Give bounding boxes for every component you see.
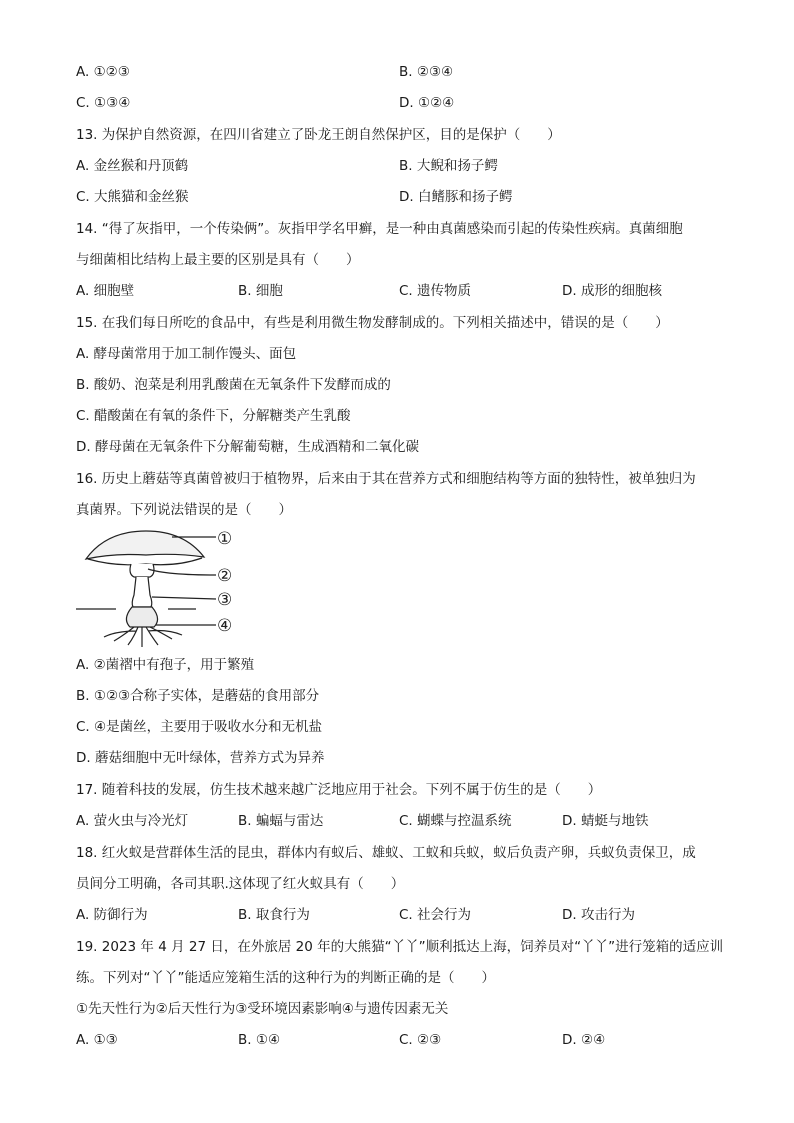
mushroom-base	[126, 607, 157, 627]
q12-option-a: A. ①②③	[76, 64, 130, 80]
figure-label-1: ①	[217, 529, 233, 549]
q12-option-b: B. ②③④	[399, 64, 454, 80]
q17-option-b: B. 蝙蝠与雷达	[238, 813, 324, 829]
q13-option-c: C. 大熊猫和金丝猴	[76, 189, 189, 205]
leader-line-3	[152, 597, 216, 599]
q19-stem-line2: 练。下列对“丫丫”能适应笼箱生活的这种行为的判断正确的是（ ）	[76, 970, 495, 986]
q13-option-d: D. 白鳍豚和扬子鳄	[399, 189, 513, 205]
q15-option-c: C. 醋酸菌在有氧的条件下，分解糖类产生乳酸	[76, 408, 351, 424]
q16-stem-line2: 真菌界。下列说法错误的是（ ）	[76, 502, 292, 518]
q18-option-c: C. 社会行为	[399, 907, 472, 923]
q19-stem-line3: ①先天性行为②后天性行为③受环境因素影响④与遗传因素无关	[76, 1001, 449, 1017]
q17-option-c: C. 蝴蝶与控温系统	[399, 813, 512, 829]
mushroom-ring	[130, 564, 154, 577]
q14-option-a: A. 细胞壁	[76, 283, 135, 299]
q15-option-d: D. 酵母菌在无氧条件下分解葡萄糖，生成酒精和二氧化碳	[76, 439, 419, 455]
leader-line-2	[148, 569, 216, 575]
q18-option-a: A. 防御行为	[76, 907, 148, 923]
q16-option-c: C. ④是菌丝，主要用于吸收水分和无机盐	[76, 719, 323, 735]
mushroom-cap	[86, 531, 204, 559]
q19-stem-line1: 19. 2023 年 4 月 27 日，在外旅居 20 年的大熊猫“丫丫”顺利抵达上海，饲养员对“丫丫”进行笼箱的适应训	[76, 939, 724, 955]
q13-option-b: B. 大鲵和扬子鳄	[399, 158, 498, 174]
q17-option-d: D. 蜻蜓与地铁	[562, 813, 649, 829]
q16-option-a: A. ②菌褶中有孢子，用于繁殖	[76, 657, 255, 673]
mushroom-gills	[88, 558, 202, 565]
q18-stem-line1: 18. 红火蚁是营群体生活的昆虫，群体内有蚁后、雄蚁、工蚁和兵蚁，蚁后负责产卵，兵蚁负责保卫，成	[76, 845, 696, 861]
q19-option-d: D. ②④	[562, 1032, 606, 1048]
mushroom-hyphae	[104, 627, 182, 647]
q19-option-b: B. ①④	[238, 1032, 281, 1048]
q12-option-d: D. ①②④	[399, 95, 455, 111]
q18-option-d: D. 攻击行为	[562, 907, 635, 923]
q13-stem: 13. 为保护自然资源，在四川省建立了卧龙王朗自然保护区，目的是保护（ ）	[76, 127, 561, 143]
q17-option-a: A. 萤火虫与冷光灯	[76, 813, 189, 829]
q16-option-d: D. 蘑菇细胞中无叶绿体，营养方式为异养	[76, 750, 325, 766]
figure-label-2: ②	[217, 566, 233, 586]
q13-option-a: A. 金丝猴和丹顶鹤	[76, 158, 189, 174]
q15-option-b: B. 酸奶、泡菜是利用乳酸菌在无氧条件下发酵而成的	[76, 377, 391, 393]
mushroom-diagram	[76, 527, 256, 649]
figure-label-4: ④	[217, 616, 233, 636]
q14-stem-line1: 14. “得了灰指甲，一个传染俩”。灰指甲学名甲癣，是一种由真菌感染而引起的传染性疾病。真菌细胞	[76, 221, 683, 237]
mushroom-stalk	[132, 577, 152, 607]
q15-stem: 15. 在我们每日所吃的食品中，有些是利用微生物发酵制成的。下列相关描述中，错误的是（ ）	[76, 315, 669, 331]
q18-option-b: B. 取食行为	[238, 907, 310, 923]
q15-option-a: A. 酵母菌常用于加工制作馒头、面包	[76, 346, 297, 362]
q16-stem-line1: 16. 历史上蘑菇等真菌曾被归于植物界，后来由于其在营养方式和细胞结构等方面的独特性，被单独归为	[76, 471, 696, 487]
q18-stem-line2: 员间分工明确，各司其职.这体现了红火蚁具有（ ）	[76, 876, 405, 892]
figure-label-3: ③	[217, 590, 233, 610]
q12-option-c: C. ①③④	[76, 95, 131, 111]
q14-stem-line2: 与细菌相比结构上最主要的区别是具有（ ）	[76, 252, 360, 268]
q14-option-d: D. 成形的细胞核	[562, 283, 662, 299]
q19-option-c: C. ②③	[399, 1032, 442, 1048]
q14-option-c: C. 遗传物质	[399, 283, 472, 299]
q17-stem: 17. 随着科技的发展，仿生技术越来越广泛地应用于社会。下列不属于仿生的是（ ）	[76, 782, 602, 798]
q14-option-b: B. 细胞	[238, 283, 283, 299]
q19-option-a: A. ①③	[76, 1032, 118, 1048]
q16-option-b: B. ①②③合称子实体，是蘑菇的食用部分	[76, 688, 320, 704]
